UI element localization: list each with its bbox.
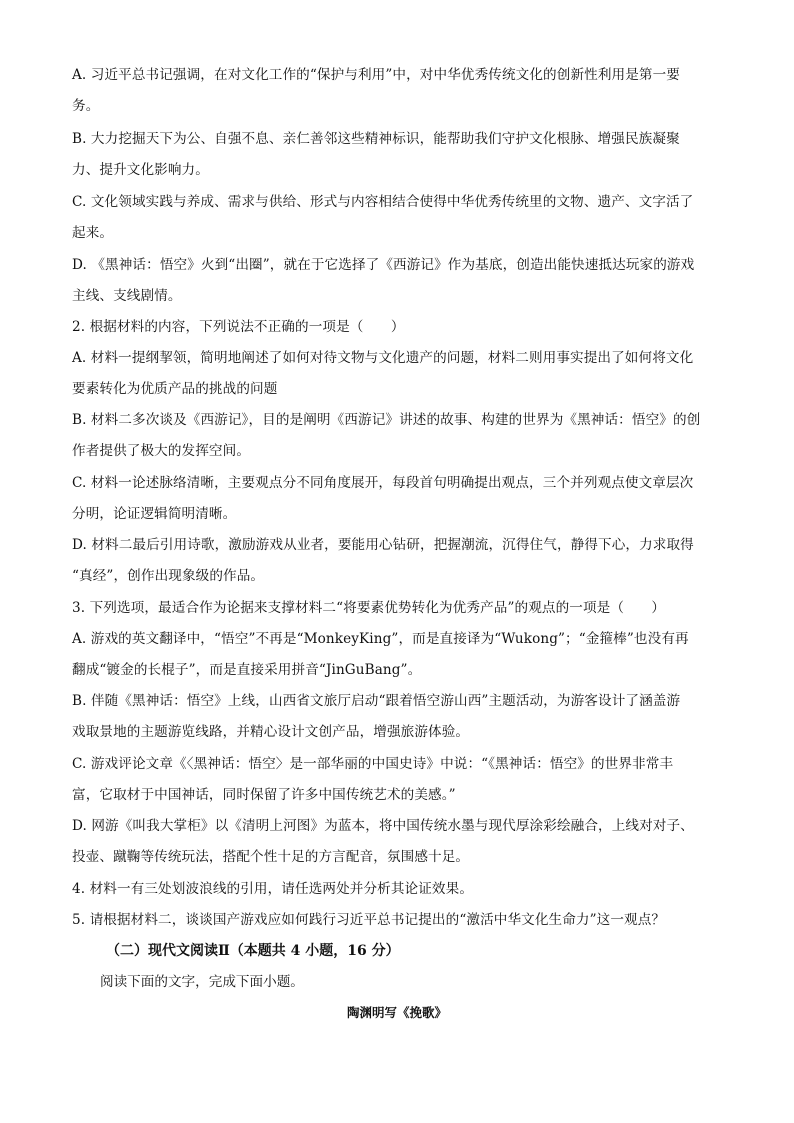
q1-option-b-line2: 力、提升文化影响力。 — [72, 162, 209, 178]
q1-option-d-line1: D. 《黑神话：悟空》火到“出圈”，就在于它选择了《西游记》作为基底，创造出能快速抵达玩家的游戏 — [72, 257, 695, 273]
q2-option-c-line1: C. 材料一论述脉络清晰，主要观点分不同角度展开，每段首句明确提出观点，三个并列观点使文章层次 — [72, 475, 694, 491]
q3-option-a-line1: A. 游戏的英文翻译中，“悟空”不再是“MonkeyKing”，而是直接译为“Wukong”；“金箍棒”也没有再 — [72, 631, 689, 647]
q1-option-a-line2: 务。 — [72, 98, 100, 114]
q1-option-b-line1: B. 大力挖掘天下为公、自强不息、亲仁善邻这些精神标识，能帮助我们守护文化根脉、增强民族凝聚 — [72, 131, 680, 147]
q3-option-d-line2: 投壶、蹴鞠等传统玩法，搭配个性十足的方言配音，氛围感十足。 — [72, 849, 470, 865]
q3-option-a-line2: 翻成“镀金的长棍子”，而是直接采用拼音“JinGuBang”。 — [72, 662, 422, 678]
q3-option-b-line1: B. 伴随《黑神话：悟空》上线，山西省文旅厅启动“跟着悟空游山西”主题活动，为游客设计了涵盖游 — [72, 693, 681, 709]
section-heading: （二）现代文阅读Ⅱ（本题共 4 小题，16 分） — [106, 943, 400, 959]
q2-option-d-line2: “真经”，创作出现象级的作品。 — [72, 568, 265, 584]
passage-title: 陶渊明写《挽歌》 — [346, 1005, 447, 1020]
q2-option-b-line2: 作者提供了极大的发挥空间。 — [72, 443, 251, 459]
q5-stem: 5. 请根据材料二，谈谈国产游戏应如何践行习近平总书记提出的“激活中华文化生命力”这一观点？ — [72, 912, 666, 928]
q2-stem: 2. 根据材料的内容，下列说法不正确的一项是（ ） — [72, 319, 405, 335]
q1-option-c-line1: C. 文化领域实践与养成、需求与供给、形式与内容相结合使得中华优秀传统里的文物、遗产、文字活了 — [72, 194, 694, 210]
q2-option-c-line2: 分明，论证逻辑简明清晰。 — [72, 506, 237, 522]
q3-option-d-line1: D. 网游《叫我大掌柜》以《清明上河图》为蓝本，将中国传统水墨与现代厚涂彩绘融合，上线对对子、 — [72, 818, 694, 834]
q2-option-a-line2: 要素转化为优质产品的挑战的问题 — [72, 381, 278, 397]
q1-option-d-line2: 主线、支线剧情。 — [72, 288, 182, 304]
q3-option-c-line2: 富，它取材于中国神话，同时保留了许多中国传统艺术的美感。” — [72, 787, 456, 803]
q2-option-b-line1: B. 材料二多次谈及《西游记》，目的是阐明《西游记》讲述的故事、构建的世界为《黑神话：悟空》的创 — [72, 412, 701, 428]
q1-option-a-line1: A. 习近平总书记强调，在对文化工作的“保护与利用”中，对中华优秀传统文化的创新性利用是第一要 — [72, 67, 680, 83]
q3-stem: 3. 下列选项，最适合作为论据来支撑材料二“将要素优势转化为优秀产品”的观点的一项是（ ） — [72, 600, 666, 616]
q1-option-c-line2: 起来。 — [72, 225, 114, 241]
q3-option-b-line2: 戏取景地的主题游览线路，并精心设计文创产品，增强旅游体验。 — [72, 724, 470, 740]
q4-stem: 4. 材料一有三处划波浪线的引用，请任选两处并分析其论证效果。 — [72, 881, 474, 897]
q2-option-d-line1: D. 材料二最后引用诗歌，激励游戏从业者，要能用心钻研，把握潮流，沉得住气，静得下心，力求取得 — [72, 537, 694, 553]
q3-option-c-line1: C. 游戏评论文章《〈黑神话：悟空〉是一部华丽的中国史诗》中说：“《黑神话：悟空》的世界非常丰 — [72, 756, 674, 772]
reading-instruction: 阅读下面的文字，完成下面小题。 — [100, 974, 304, 990]
q2-option-a-line1: A. 材料一提纲挈领，简明地阐述了如何对待文物与文化遗产的问题，材料二则用事实提出了如何将文化 — [72, 350, 694, 366]
